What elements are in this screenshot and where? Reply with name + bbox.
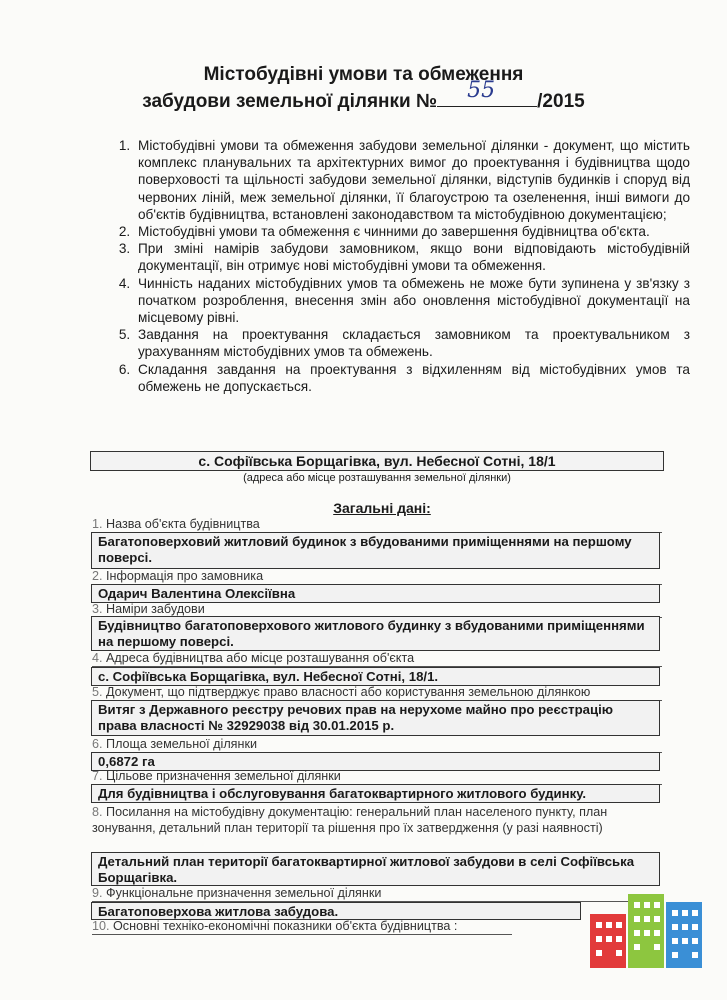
field-value: Детальний план території багатоквартирної житлової забудови в селі Софіївська Борщагівка. bbox=[91, 852, 660, 886]
field-label: 10. Основні техніко-економічні показники об'єкта будівництва : bbox=[92, 919, 512, 935]
field-value: с. Софіївська Борщагівка, вул. Небесної Сотні, 18/1. bbox=[91, 667, 660, 686]
field-value: Будівництво багатоповерхового житлового будинку з вбудованими приміщеннями на першому поверсі. bbox=[91, 616, 660, 651]
list-item: 4. Чинність наданих містобудівних умов та обмежень не може бути зупинена у зв'язку з початком розроблення, внесення змін або оновлення містобудівної документації на місцевому рівні. bbox=[134, 275, 690, 327]
handwritten-number: 55 bbox=[467, 78, 496, 103]
list-item: 2. Містобудівні умови та обмеження є чинними до завершення будівництва об'єкта. bbox=[134, 223, 690, 240]
field-value: 0,6872 га bbox=[91, 752, 660, 771]
address-note: (адреса або місце розташування земельної ділянки) bbox=[243, 472, 511, 484]
subtitle-suffix: /2015 bbox=[537, 91, 585, 112]
field-value: Багатоповерхова житлова забудова. bbox=[91, 902, 581, 920]
field-label: 8. Посилання на містобудівну документацію: генеральний план населеного пункту, план зонування, детальний план території та рішення про їх затвердження (у разі наявності) bbox=[92, 805, 608, 835]
field-label: 9. Функціональне призначення земельної ділянки bbox=[92, 886, 662, 902]
conditions-list bbox=[112, 137, 690, 395]
page-title: Містобудівні умови та обмеження bbox=[203, 64, 524, 85]
field-label: 2. Інформація про замовника bbox=[92, 569, 662, 585]
field-value: Для будівництва і обслуговування багатоквартирного житлового будинку. bbox=[91, 784, 660, 803]
field-value: Витяг з Державного реєстру речових прав на нерухоме майно про реєстрацію права власності № 32929038 від 30.01.2015 р. bbox=[91, 700, 660, 736]
field-label: 1. Назва об'єкта будівництва bbox=[92, 517, 662, 533]
field-label: 4. Адреса будівництва або місце розташування об'єкта bbox=[92, 651, 662, 667]
general-heading: Загальні дані: bbox=[333, 500, 431, 516]
list-item: 5. Завдання на проектування складається замовником та проектувальником з урахуванням містобудівних умов та обмежень. bbox=[134, 326, 690, 360]
field-label: 5. Документ, що підтверджує право власності або користування земельною ділянкою bbox=[92, 685, 662, 701]
address-box: с. Софіївська Борщагівка, вул. Небесної Сотні, 18/1 bbox=[90, 451, 664, 471]
list-item: 3. При зміні намірів забудови замовником, якщо вони відповідають містобудівній документації, він отримує нові містобудівні умови та обмеження. bbox=[134, 240, 690, 274]
list-item: 6. Складання завдання на проектування з відхиленням від містобудівних умов та обмежень не допускається. bbox=[134, 361, 690, 395]
list-item: 1. Містобудівні умови та обмеження забудови земельної ділянки - документ, що містить комплекс планувальних та архітектурних вимог до проектування і будівництва щодо поверховості та щільності забудови земельної ділянки, відступів будинків і споруд від червоних ліній, меж земельної ділянки, її благоустрою та озеленення, інші вимоги до об'єктів будівництва, встановлені законодавством та містобудівною документацією; bbox=[134, 137, 690, 223]
field-label: 6. Площа земельної ділянки bbox=[92, 737, 662, 753]
handwritten-number-field bbox=[437, 78, 537, 107]
subtitle-prefix: забудови земельної ділянки № bbox=[142, 91, 438, 112]
field-label: 7. Цільове призначення земельної ділянки bbox=[92, 769, 662, 785]
field-value: Багатоповерховий житловий будинок з вбудованими приміщеннями на першому поверсі. bbox=[91, 532, 660, 569]
buildings-logo-icon bbox=[590, 892, 702, 968]
field-value: Одарич Валентина Олексіївна bbox=[91, 584, 660, 603]
page-subtitle bbox=[0, 78, 727, 115]
field-label: 3. Наміри забудови bbox=[92, 602, 662, 618]
